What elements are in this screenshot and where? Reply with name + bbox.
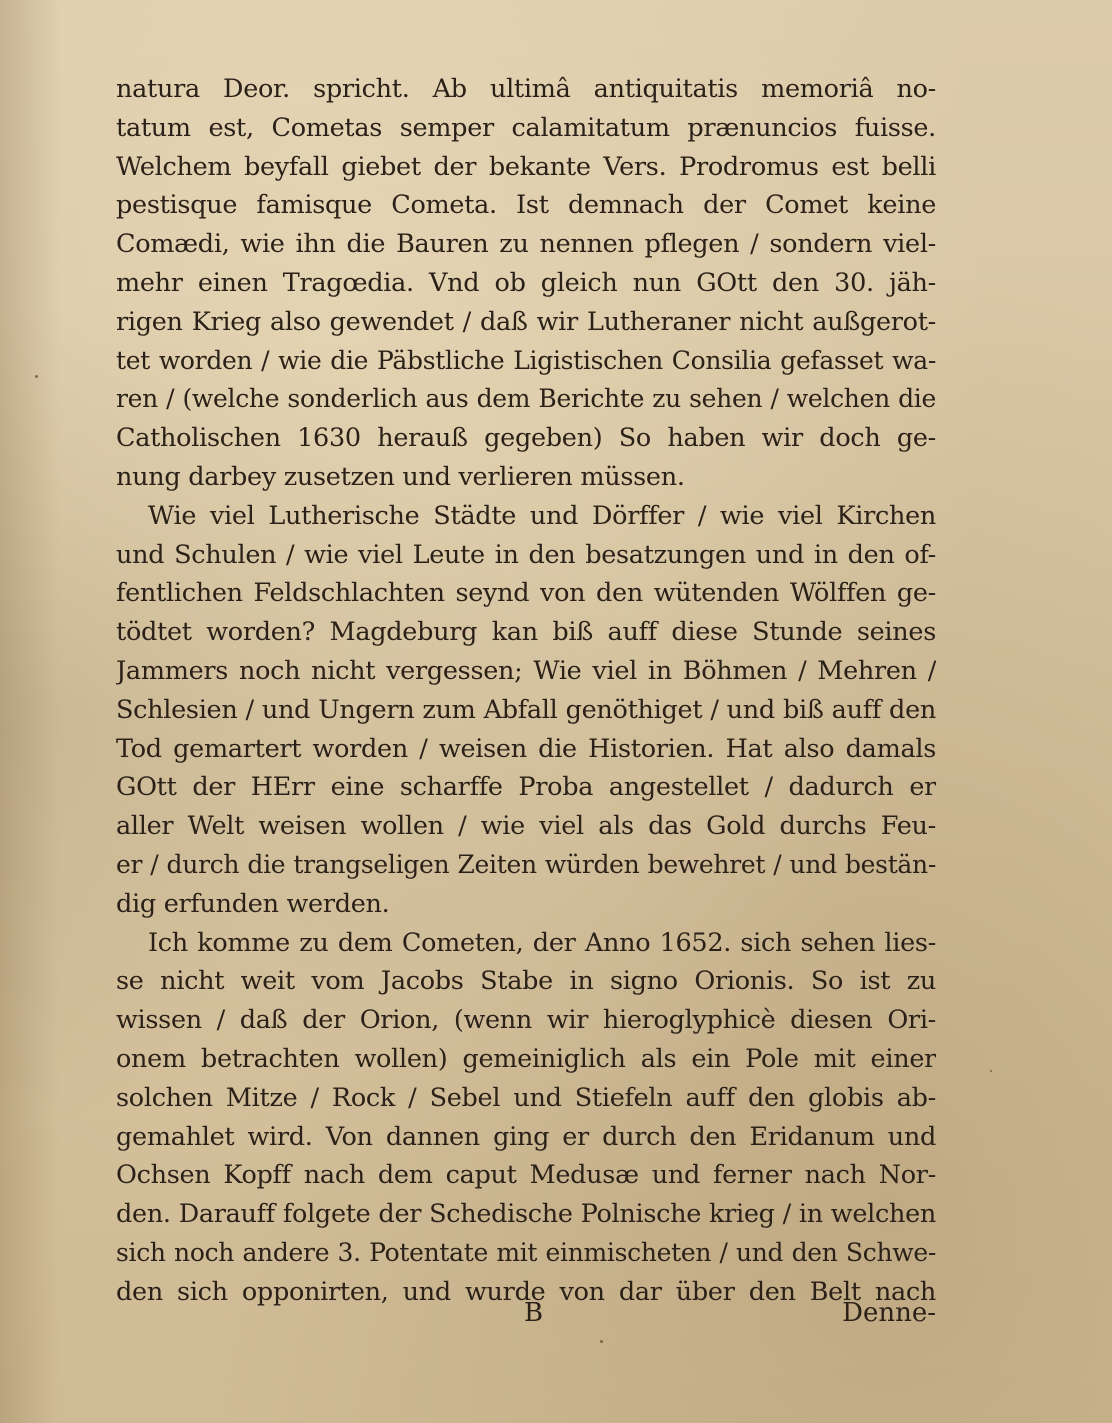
signature-mark: B [524, 1298, 544, 1328]
text-line: natura Deor. spricht. Ab ultimâ antiquitatis memoriâ no- [116, 74, 936, 104]
text-line: aller Welt weisen wollen / wie viel als das Gold durchs Feu- [116, 811, 936, 842]
text-line: se nicht weit vom Jacobs Stabe in signo Orionis. So ist zu [116, 966, 936, 997]
text-line: sich noch andere 3. Potentate mit einmischeten / und den Schwe- [116, 1237, 936, 1267]
text-line: solchen Mitze / Rock / Sebel und Stiefeln auff den globis ab- [116, 1082, 936, 1113]
text-line: onem betrachten wollen) gemeiniglich als ein Pole mit einer [116, 1043, 936, 1074]
text-line: Welchem beyfall giebet der bekante Vers. Prodromus est belli [116, 151, 936, 182]
text-line: tatum est, Cometas semper calamitatum prænuncios fuisse. [116, 112, 936, 143]
text-line: Comædi, wie ihn die Bauren zu nennen pflegen / sondern viel- [116, 229, 936, 260]
text-line: pestisque famisque Cometa. Ist demnach der Comet keine [116, 190, 936, 221]
text-line: rigen Krieg also gewendet / daß wir Lutheraner nicht außgerot- [116, 306, 936, 337]
text-line: tet worden / wie die Päbstliche Ligistischen Consilia gefasset wa- [116, 345, 936, 375]
text-line: wissen / daß der Orion, (wenn wir hieroglyphicè diesen Ori- [116, 1005, 936, 1036]
text-line: Ochsen Kopff nach dem caput Medusæ und ferner nach Nor- [116, 1160, 936, 1191]
text-line: tödtet worden? Magdeburg kan biß auff diese Stunde seines [116, 617, 936, 648]
page-gutter-shadow [0, 0, 60, 1423]
text-line: und Schulen / wie viel Leute in den besatzungen und in den of- [116, 539, 936, 570]
text-line: den. Darauff folgete der Schedische Polnische krieg / in welchen [116, 1199, 936, 1230]
text-line: Tod gemartert worden / weisen die Historien. Hat also damals [116, 733, 936, 764]
text-line: nung darbey zusetzen und verlieren müssen. [116, 461, 685, 492]
text-line: Catholischen 1630 herauß gegeben) So haben wir doch ge- [116, 423, 936, 454]
text-line: den sich opponirten, und wurde von dar über den Belt nach [116, 1276, 936, 1307]
page-footer [116, 1298, 936, 1338]
text-line: gemahlet wird. Von dannen ging er durch den Eridanum und [116, 1121, 936, 1152]
text-line: dig erfunden werden. [116, 888, 390, 919]
text-line: ren / (welche sonderlich aus dem Berichte zu sehen / welchen die [116, 384, 936, 414]
text-line: Jammers noch nicht vergessen; Wie viel in Böhmen / Mehren / [116, 655, 936, 686]
text-line: fentlichen Feldschlachten seynd von den wütenden Wölffen ge- [116, 578, 936, 609]
text-line: Schlesien / und Ungern zum Abfall genöthiget / und biß auff den [116, 694, 936, 725]
paper-speck [990, 1070, 992, 1072]
text-line: GOtt der HErr eine scharffe Proba angestellet / dadurch er [116, 772, 936, 803]
paper-speck [35, 375, 38, 378]
text-line: mehr einen Tragœdia. Vnd ob gleich nun GOtt den 30. jäh- [116, 267, 936, 298]
text-line: er / durch die trangseligen Zeiten würden bewehret / und bestän- [116, 849, 936, 879]
catchword: Denne- [842, 1298, 936, 1328]
paper-speck [600, 1340, 603, 1343]
body-text [116, 70, 936, 1312]
text-line: Ich komme zu dem Cometen, der Anno 1652. sich sehen lies- [148, 927, 936, 958]
text-line: Wie viel Lutherische Städte und Dörffer / wie viel Kirchen [148, 500, 936, 531]
